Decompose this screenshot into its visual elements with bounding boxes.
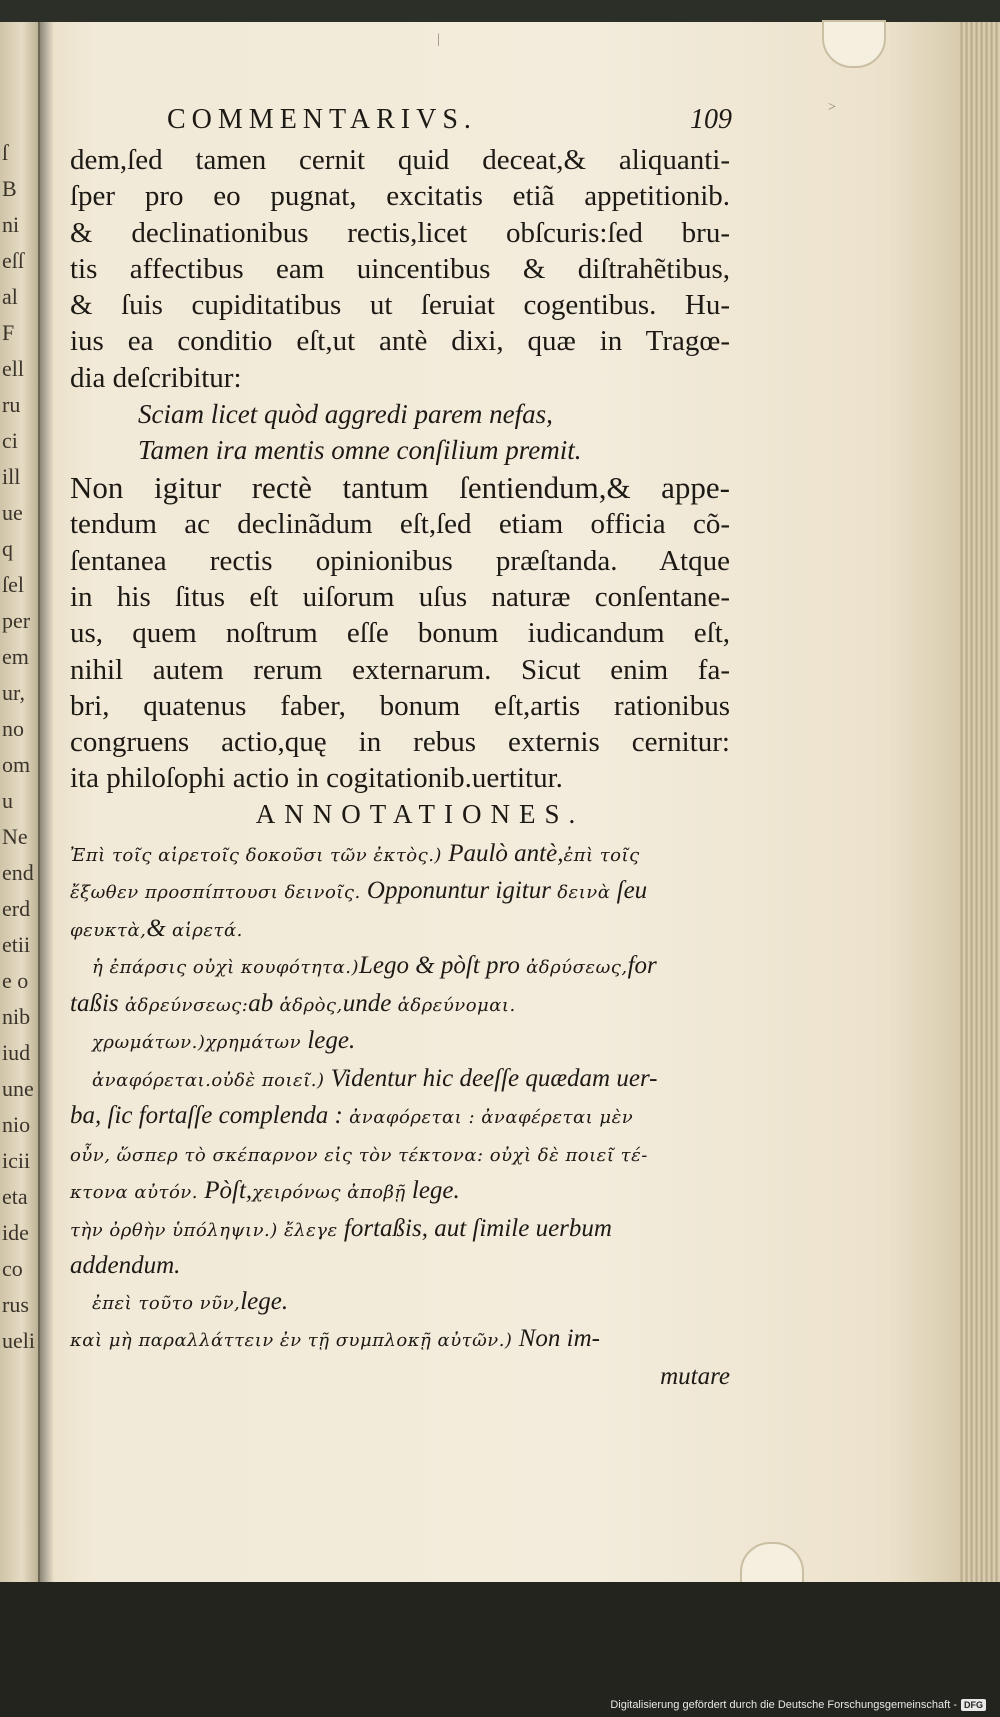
- annotation-text: Non im-: [512, 1325, 600, 1353]
- ink-mark: ˃: [828, 100, 836, 115]
- previous-leaf-fragment: nio: [2, 1112, 31, 1137]
- text-line: bri, quatenus faber, bonum eſt,artis rationibus: [70, 689, 730, 722]
- page-number: 109: [690, 104, 732, 135]
- text-line: ſentanea rectis opinionibus præſtanda. Atque: [70, 544, 730, 577]
- previous-leaf-fragment: q: [2, 536, 13, 561]
- previous-leaf-fragment: eta: [2, 1184, 28, 1209]
- text-line: in his ſitus eſt uiſorum uſus naturæ conſentane-: [70, 580, 730, 613]
- annotation-text: ab: [248, 989, 280, 1017]
- text-line: dem,ſed tamen cernit quid deceat,& aliquanti-: [70, 144, 730, 176]
- annotation-text: Opponuntur igitur: [360, 877, 558, 905]
- annotation-text: &: [146, 914, 173, 942]
- scan-bottom-border: [0, 1582, 1000, 1717]
- annotation-text: lege.: [301, 1027, 356, 1055]
- greek-text: ἁδρὸς,: [279, 994, 343, 1016]
- previous-leaf-fragment: ſel: [2, 572, 24, 597]
- previous-leaf-fragment: B: [2, 176, 17, 201]
- annotation-line: [70, 948, 730, 986]
- previous-leaf-fragment: ni: [2, 212, 20, 237]
- annotation-text: addendum.: [70, 1252, 181, 1280]
- greek-lemma: ἡ ἐπάρσις οὐχὶ κουφότητα.): [92, 957, 359, 979]
- greek-text: χρημάτων: [205, 1032, 302, 1054]
- catchword: mutare: [660, 1362, 730, 1390]
- annotation-line: [70, 836, 730, 874]
- annotation-line: [70, 911, 730, 949]
- annotation-line: [70, 873, 730, 911]
- greek-lemma: ἀναφόρεται.οὐδὲ ποιεῖ.): [92, 1069, 325, 1091]
- previous-leaf-fragment: iud: [2, 1040, 31, 1065]
- greek-lemma: καὶ μὴ παραλλάττειν ἐν τῇ συμπλοκῇ αὐτῶν.): [70, 1330, 513, 1352]
- greek-text: δεινὰ: [557, 882, 611, 904]
- verse-quotation: [138, 396, 730, 468]
- body-paragraph-1: [70, 142, 730, 396]
- verse-line: Sciam licet quòd aggredi parem nefas,: [138, 399, 553, 430]
- previous-leaf-fragment: ci: [2, 428, 18, 453]
- annotation-line: [70, 1284, 730, 1322]
- greek-text: ἀδρύσεως,: [526, 957, 628, 979]
- ink-mark: |: [437, 32, 440, 47]
- annotation-line: [70, 1061, 730, 1099]
- greek-text: φευκτὰ,: [70, 919, 147, 941]
- text-line: ita philoſophi actio in cogitationib.uertitur.: [70, 762, 563, 795]
- annotation-line: [70, 1211, 730, 1249]
- previous-leaf-fragment: e o: [2, 968, 29, 993]
- annotation-line: [70, 1098, 730, 1136]
- previous-leaf-fragment: rus: [2, 1292, 29, 1317]
- previous-leaf-fragment: erd: [2, 896, 31, 921]
- annotation-text: Videntur hic deeſſe quædam uer-: [324, 1064, 658, 1092]
- text-line: ius ea conditio eſt,ut antè dixi, quæ in Tragœ-: [70, 325, 730, 358]
- page-block-edge: [958, 22, 1000, 1582]
- annotation-line: [70, 1173, 730, 1211]
- annotation-line: [70, 1248, 730, 1284]
- previous-leaf-fragment: om: [2, 752, 31, 777]
- previous-leaf-fragment: une: [2, 1076, 34, 1101]
- greek-text: κτονα αὐτόν.: [70, 1182, 198, 1204]
- text-line: ſper pro eo pugnat, excitatis etiã appetitionib.: [70, 180, 730, 213]
- annotation-text: ſeu: [610, 877, 648, 905]
- body-paragraph-2: [70, 470, 730, 797]
- greek-text: αἱρετά.: [172, 919, 243, 941]
- gutter-shadow: [38, 22, 54, 1582]
- greek-text: ἔξωθεν προσπίπτουσι δεινοῖς.: [70, 882, 361, 904]
- greek-text: ἐπὶ τοῖς: [563, 844, 640, 866]
- annotation-text: for: [627, 952, 657, 980]
- dfg-logo-icon: DFG: [961, 1699, 986, 1711]
- previous-leaf-fragment: end: [2, 860, 34, 885]
- previous-leaf-fragment: ſ: [2, 140, 9, 165]
- previous-leaf-fragment: F: [2, 320, 15, 345]
- text-line: & ſuis cupiditatibus ut ſeruiat cogentibus. Hu-: [70, 289, 730, 322]
- page-content: [70, 94, 730, 1394]
- greek-lemma: τὴν ὀρθὴν ὑπόληψιν.): [70, 1219, 278, 1241]
- section-title: ANNOTATIONES.: [255, 798, 585, 829]
- annotations: [70, 836, 730, 1395]
- annotation-line: [70, 1023, 730, 1061]
- greek-lemma: ἐπεὶ τοῦτο νῦν,: [92, 1292, 241, 1314]
- annotation-line: [70, 1321, 730, 1359]
- previous-leaf-fragment: ur,: [2, 680, 25, 705]
- previous-leaf-fragment: ill: [2, 464, 21, 489]
- previous-leaf-fragment: no: [2, 716, 24, 741]
- text-line: us, quem noſtrum eſſe bonum iudicandum eſt,: [70, 617, 730, 650]
- previous-leaf-fragment: u: [2, 788, 13, 813]
- previous-leaf-fragment: nib: [2, 1004, 31, 1029]
- previous-leaf-fragment: ue: [2, 500, 23, 525]
- previous-leaf-fragment: icii: [2, 1148, 31, 1173]
- greek-lemma: Ἐπὶ τοῖς αἱρετοῖς δοκοῦσι τῶν ἐκτὸς.): [70, 844, 442, 866]
- text-line: congruens actio,quę in rebus externis cernitur:: [70, 726, 730, 759]
- text-line: tendum ac declinãdum eſt,ſed etiam officia cõ-: [70, 508, 730, 541]
- digitization-credit: [610, 1699, 986, 1711]
- credit-text: Digitalisierung gefördert durch die Deutsche Forschungsgemeinschaft -: [610, 1699, 957, 1711]
- previous-leaf-fragment: co: [2, 1256, 23, 1281]
- annotation-text: Paulò antè,: [441, 839, 564, 867]
- running-head: COMMENTARIVS.: [167, 104, 477, 135]
- verse-line: Tamen ira mentis omne conſilium premit.: [138, 435, 582, 466]
- text-line: dia deſcribitur:: [70, 361, 242, 394]
- greek-text: ἀναφόρεται : ἀναφέρεται μὲν: [349, 1107, 634, 1129]
- annotation-text: taßis: [70, 989, 125, 1017]
- previous-leaf-fragment: ell: [2, 356, 24, 381]
- previous-leaf-fragment: em: [2, 644, 29, 669]
- previous-leaf-fragment: Ne: [2, 824, 28, 849]
- greek-lemma: χρωμάτων.): [92, 1032, 206, 1054]
- greek-text: ἁδρεύνομαι.: [397, 994, 516, 1016]
- text-line: nihil autem rerum externarum. Sicut enim fa-: [70, 653, 730, 686]
- annotation-text: Pòſt,: [197, 1177, 253, 1205]
- previous-leaf-fragment: eſſ: [2, 248, 24, 273]
- text-line: tis affectibus eam uincentibus & diſtrahẽtibus,: [70, 252, 730, 285]
- annotation-text: unde: [342, 989, 398, 1017]
- previous-leaf-fragment: per: [2, 608, 31, 633]
- annotation-text: ba, ſic fortaſſe complenda :: [70, 1102, 350, 1130]
- previous-leaf-fragment: ide: [2, 1220, 29, 1245]
- previous-leaf-fragment: etii: [2, 932, 31, 957]
- annotation-text: Lego & pòſt pro: [358, 952, 527, 980]
- text-line: Non igitur rectè tantum ſentiendum,& appe-: [70, 470, 730, 506]
- annotation-text: lege.: [240, 1287, 289, 1315]
- previous-leaf-fragment: al: [2, 284, 18, 309]
- previous-leaf-fragment: ueli: [2, 1328, 35, 1353]
- annotation-text: fortaßis, aut ſimile uerbum: [337, 1214, 612, 1242]
- previous-leaf-fragment: ru: [2, 392, 21, 417]
- greek-text: οὖν, ὥσπερ τὸ σκέπαρνον εἰς τὸν τέκτονα: οὐχὶ δὲ ποιεῖ τέ-: [70, 1144, 648, 1166]
- annotation-text: lege.: [405, 1177, 460, 1205]
- page-tab-top: [822, 20, 886, 68]
- greek-text: χειρόνως ἀποβῇ: [252, 1182, 406, 1204]
- text-line: & declinationibus rectis,licet obſcuris:ſed bru-: [70, 216, 730, 249]
- previous-leaf-edge: [0, 22, 40, 1582]
- book-page: [40, 22, 960, 1582]
- annotation-line: [70, 986, 730, 1024]
- greek-text: ἀδρεύνσεως:: [124, 994, 249, 1016]
- page-header: [70, 94, 730, 142]
- annotation-line: [70, 1136, 730, 1174]
- scan-top-border: [0, 0, 1000, 22]
- greek-text: ἔλεγε: [277, 1219, 338, 1241]
